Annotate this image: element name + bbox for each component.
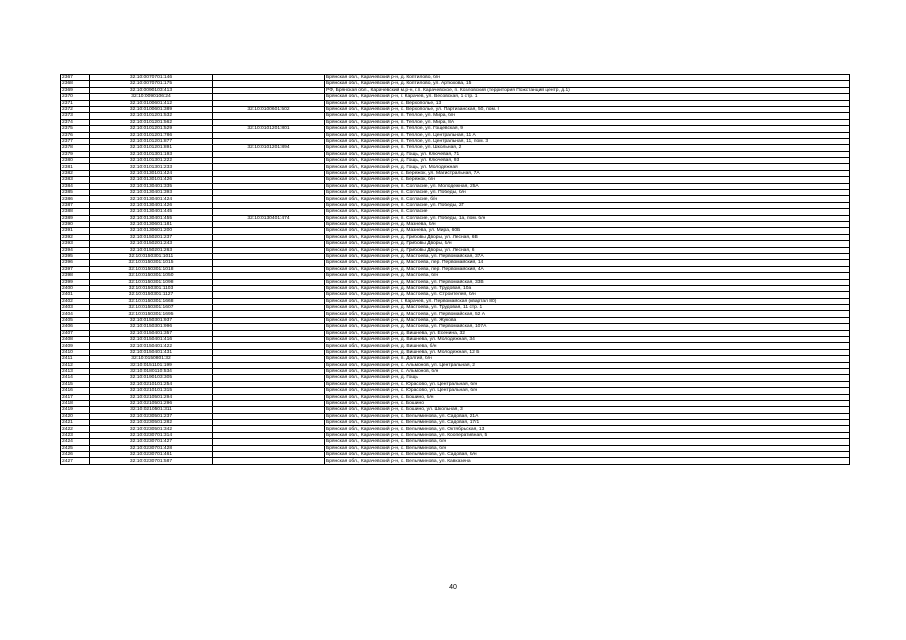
registry-table: [60, 74, 850, 465]
cadastral-number-cell: 32:10:0101301:233: [90, 164, 213, 170]
row-number-cell: 2398: [61, 273, 90, 279]
address-cell: Брянская обл., Карачевский р-н, п. Долгий, б/н: [325, 356, 850, 362]
row-number-cell: 2399: [61, 279, 90, 285]
cadastral-number-cell: 32:10:0150301:1607: [90, 305, 213, 311]
address-cell: Брянская обл., Карачевский р-н, д. Коптилово, б/н: [325, 75, 850, 81]
row-number-cell: 2407: [61, 330, 90, 336]
row-number-cell: 2368: [61, 81, 90, 87]
cadastral-number-cell: 32:10:0070701:146: [90, 75, 213, 81]
row-number-cell: 2371: [61, 100, 90, 106]
row-number-cell: 2369: [61, 87, 90, 93]
cadastral-number-cell: 32:10:0130401:424: [90, 196, 213, 202]
cadastral-number-cell: 32:10:0070701:175: [90, 81, 213, 87]
row-number-cell: 2370: [61, 94, 90, 100]
registry-table-body: [61, 75, 850, 465]
address-cell: Брянская обл., Карачевский р-н, д. Мастоева, пер. Первомайский, 14: [325, 260, 850, 266]
row-number-cell: 2390: [61, 221, 90, 227]
row-number-cell: 2418: [61, 400, 90, 406]
row-number-cell: 2421: [61, 420, 90, 426]
row-number-cell: 2372: [61, 106, 90, 112]
row-number-cell: 2374: [61, 119, 90, 125]
row-number-cell: 2416: [61, 388, 90, 394]
row-number-cell: 2379: [61, 151, 90, 157]
cadastral-number-cell: 32:10:0150301:1098: [90, 279, 213, 285]
cadastral-number-cell: 32:10:0130601:181: [90, 221, 213, 227]
address-cell: Брянская обл., Карачевский р-н, д. Мастоева, ул. Жукова: [325, 317, 850, 323]
address-cell: Брянская обл., Карачевский р-н, п. Теплое, ул. Центральная, 11, пом. 3: [325, 138, 850, 144]
address-cell: Брянская обл., Карачевский р-н, п. Теплое, ул. Гощевская, 9: [325, 126, 850, 132]
cadastral-number-cell: 32:10:0101301:222: [90, 158, 213, 164]
row-number-cell: 2378: [61, 145, 90, 151]
address-cell: Брянская обл., Карачевский р-н, д. Гощь, ул. Ключевая, 93: [325, 158, 850, 164]
cadastral-number-cell: 32:10:0101201:529: [90, 126, 213, 132]
cadastral-number-cell: 32:10:0130401:426: [90, 202, 213, 208]
cadastral-number-cell: 32:10:0150201:263: [90, 247, 213, 253]
address-cell: Брянская обл., Карачевский р-н, с. Вельяминова, ул. Октябрьская, 13: [325, 426, 850, 432]
cadastral-number-cell: 32:10:0190103:305: [90, 375, 213, 381]
cadastral-number-cell: 32:10:0150301:996: [90, 324, 213, 330]
row-number-cell: 2427: [61, 458, 90, 464]
address-cell: Брянская обл., Карачевский р-н, д. Мастоева, ул. Трудовая, 11 стр. 1: [325, 305, 850, 311]
row-number-cell: 2422: [61, 426, 90, 432]
address-cell: Брянская обл., Карачевский р-н, с. Альмонов, ул. Центральная, 2: [325, 362, 850, 368]
address-cell: Брянская обл., Карачевский р-н, д. Коптилово, ул. Артюхова, 15: [325, 81, 850, 87]
row-number-cell: 2377: [61, 138, 90, 144]
row-number-cell: 2373: [61, 113, 90, 119]
row-number-cell: 2383: [61, 177, 90, 183]
cadastral-number-cell: 32:10:0230501:282: [90, 420, 213, 426]
row-number-cell: 2420: [61, 413, 90, 419]
address-cell: Брянская обл., Карачевский р-н, д. Вишнева, ул. Молодежная, 12 Б: [325, 349, 850, 355]
cadastral-number-cell: 32:10:0090103:413: [90, 87, 213, 93]
cadastral-number-cell: 32:10:0210501:294: [90, 394, 213, 400]
row-number-cell: 2403: [61, 305, 90, 311]
address-cell: Брянская обл., Карачевский р-н, д. Мастоева, ул. Первомайская, 52 А: [325, 311, 850, 317]
related-cadastral-number-cell: 32:10:0130401:474: [213, 215, 325, 221]
row-number-cell: 2393: [61, 241, 90, 247]
row-number-cell: 2385: [61, 190, 90, 196]
row-number-cell: 2414: [61, 375, 90, 381]
row-number-cell: 2381: [61, 164, 90, 170]
address-cell: Брянская обл., Карачевский р-н, п. Теплое, ул. Центральная, 11 А: [325, 132, 850, 138]
address-cell: Брянская обл., Карачевский р-н, д. Грибовы Дворы, ул. Лесная, 6: [325, 247, 850, 253]
cadastral-number-cell: 32:10:0230501:237: [90, 413, 213, 419]
address-cell: Брянская обл., Карачевский р-н, с. Вельяминова, б/н: [325, 439, 850, 445]
address-cell: Брянская обл., Карачевский р-н, д. Мастоева, ул. Первомайская, 37А: [325, 253, 850, 259]
address-cell: Брянская обл., Карачевский р-н, д. Мастоева, ул. Трудовая, 10а: [325, 285, 850, 291]
cadastral-number-cell: 32:10:0150301:1011: [90, 253, 213, 259]
cadastral-number-cell: 32:10:0150401:431: [90, 349, 213, 355]
row-number-cell: 2402: [61, 298, 90, 304]
cadastral-number-cell: 32:10:0210101:315: [90, 388, 213, 394]
cadastral-number-cell: 32:10:0210501:296: [90, 400, 213, 406]
address-cell: Брянская обл., Карачевский р-н, д. Мастоева, ул. Первомайская, 33В: [325, 279, 850, 285]
address-cell: Брянская обл., Карачевский р-н, д. Грибовы Дворы, ул. Лесная, 6В: [325, 234, 850, 240]
row-number-cell: 2408: [61, 337, 90, 343]
cadastral-number-cell: 32:10:0150401:422: [90, 343, 213, 349]
cadastral-number-cell: 32:10:0150801:32: [90, 356, 213, 362]
table-row: [61, 458, 850, 464]
cadastral-number-cell: 32:10:0100601:412: [90, 100, 213, 106]
address-cell: Брянская обл., Карачевский р-н, д. Мазнева, б/н: [325, 221, 850, 227]
address-cell: Брянская обл., Карачевский р-н, д. Вишнева, б/н: [325, 343, 850, 349]
cadastral-number-cell: 32:10:0100601:389: [90, 106, 213, 112]
cadastral-number-cell: 32:10:0151101:199: [90, 362, 213, 368]
row-number-cell: 2425: [61, 445, 90, 451]
cadastral-number-cell: 32:10:0230701:428: [90, 445, 213, 451]
row-number-cell: 2401: [61, 292, 90, 298]
related-cadastral-number-cell: 32:10:0101201:801: [213, 126, 325, 132]
address-cell: Брянская обл., Карачевский р-н, д. Гощь, ул. Ключевая, 71: [325, 151, 850, 157]
row-number-cell: 2391: [61, 228, 90, 234]
row-number-cell: 2410: [61, 349, 90, 355]
address-cell: Брянская обл., Карачевский р-н, п. Теплое, ул. Школьная, 2: [325, 145, 850, 151]
cadastral-number-cell: 32:10:0150401:416: [90, 337, 213, 343]
address-cell: Брянская обл., Карачевский р-н, с. Бошино: [325, 400, 850, 406]
address-cell: Брянская обл., Карачевский р-н, с. Вельяминова, ул. Садовая, б/н: [325, 452, 850, 458]
cadastral-number-cell: 32:10:0101201:877: [90, 138, 213, 144]
address-cell: Брянская обл., Карачевский р-н, с. Вельяминова, ул. Садовая, 21А: [325, 413, 850, 419]
cadastral-number-cell: 32:10:0150301:937: [90, 317, 213, 323]
row-number-cell: 2388: [61, 209, 90, 215]
cadastral-number-cell: 32:10:0150201:243: [90, 241, 213, 247]
related-cadastral-number-cell: 32:10:0101201:894: [213, 145, 325, 151]
address-cell: Брянская обл., Карачевский р-н, п. Согласие, ул. Победы, 1а, пом. б/н: [325, 215, 850, 221]
row-number-cell: 2413: [61, 368, 90, 374]
cadastral-number-cell: 32:10:0101201:891: [90, 145, 213, 151]
row-number-cell: 2367: [61, 75, 90, 81]
row-number-cell: 2386: [61, 196, 90, 202]
address-cell: Брянская обл., Карачевский р-н, г. Карачев, ул. Весовская, 1 стр. 1: [325, 94, 850, 100]
cadastral-number-cell: 32:10:0150401:357: [90, 330, 213, 336]
address-cell: Брянская обл., Карачевский р-н, д. Мазнева, ул. Мира, 60Б: [325, 228, 850, 234]
address-cell: Брянская обл., Карачевский р-н, с. Верхополье, 13: [325, 100, 850, 106]
cadastral-number-cell: 32:10:0230501:342: [90, 426, 213, 432]
address-cell: РФ, Брянская обл., Карачевский м.р-н, г.п. Карачевское, п. Козловский (территория Пожстанций центр, д.1): [325, 87, 850, 93]
cadastral-number-cell: 32:10:0101301:193: [90, 151, 213, 157]
address-cell: Брянская обл., Карачевский р-н, с. Юрасово, ул. Центральная, б/н: [325, 388, 850, 394]
cadastral-number-cell: 32:10:0101201:562: [90, 119, 213, 125]
address-cell: Брянская обл., Карачевский р-н, д. Мастоева, б/н: [325, 273, 850, 279]
cadastral-number-cell: 32:10:0230701:461: [90, 452, 213, 458]
row-number-cell: 2412: [61, 362, 90, 368]
cadastral-number-cell: 32:10:0130401:445: [90, 209, 213, 215]
address-cell: Брянская обл., Карачевский р-н, с. Вельяминова, ул. Садовая, 17/1: [325, 420, 850, 426]
cadastral-number-cell: 32:10:0090106:24: [90, 94, 213, 100]
address-cell: Брянская обл., Карачевский р-н, п. Согласие, ул. Победы, 2Г: [325, 202, 850, 208]
cadastral-number-cell: 32:10:0130101:426: [90, 177, 213, 183]
address-cell: Брянская обл., Карачевский р-н, д. Гощь, ул. Молодежная: [325, 164, 850, 170]
row-number-cell: 2394: [61, 247, 90, 253]
row-number-cell: 2396: [61, 260, 90, 266]
cadastral-number-cell: 32:10:0130101:424: [90, 170, 213, 176]
cadastral-number-cell: 32:10:0230701:314: [90, 432, 213, 438]
row-number-cell: 2376: [61, 132, 90, 138]
row-number-cell: 2400: [61, 285, 90, 291]
address-cell: Брянская обл., Карачевский р-н, г. Карачев, ул. Первомайская (квартал 80): [325, 298, 850, 304]
address-cell: Брянская обл., Карачевский р-н, п. Теплое, ул. Мира, б/н: [325, 113, 850, 119]
cadastral-number-cell: 32:10:0150301:1668: [90, 298, 213, 304]
address-cell: Брянская обл., Карачевский р-н, д. Мастоева, пер. Первомайский, 4А: [325, 266, 850, 272]
address-cell: Брянская обл., Карачевский р-н, с. Бошино, ул. Школьная, 3: [325, 407, 850, 413]
row-number-cell: 2395: [61, 253, 90, 259]
cadastral-number-cell: 32:10:0150301:1015: [90, 260, 213, 266]
cadastral-number-cell: 32:10:0230701:427: [90, 439, 213, 445]
address-cell: Брянская обл., Карачевский р-н, д. Вишнева, ул. Есенина, 32: [325, 330, 850, 336]
row-number-cell: 2411: [61, 356, 90, 362]
row-number-cell: 2380: [61, 158, 90, 164]
cadastral-number-cell: 32:10:0150301:1103: [90, 285, 213, 291]
row-number-cell: 2423: [61, 432, 90, 438]
address-cell: Брянская обл., Карачевский р-н, п. Согласие, ул. Молодежная, 25А: [325, 183, 850, 189]
address-cell: Брянская обл., Карачевский р-н, с. Бошино, б/н: [325, 394, 850, 400]
address-cell: Брянская обл., Карачевский р-н, с. Верхополье, ул. Партизанская, 50, пом. I: [325, 106, 850, 112]
address-cell: Брянская обл., Карачевский р-н, с. Вельяминова, ул. Кооперативная, 5: [325, 432, 850, 438]
address-cell: Брянская обл., Карачевский р-н, с. Альмонов, б/н: [325, 368, 850, 374]
address-cell: Брянская обл., Карачевский р-н, п. Согласие, б/н: [325, 196, 850, 202]
address-cell: Брянская обл., Карачевский р-н, п. Согласие, ул. Победы, б/н: [325, 190, 850, 196]
row-number-cell: 2404: [61, 311, 90, 317]
row-number-cell: 2406: [61, 324, 90, 330]
row-number-cell: 2426: [61, 452, 90, 458]
row-number-cell: 2424: [61, 439, 90, 445]
row-number-cell: 2419: [61, 407, 90, 413]
cadastral-number-cell: 32:10:0210101:254: [90, 381, 213, 387]
cadastral-number-cell: 32:10:0180110:534: [90, 368, 213, 374]
row-number-cell: 2384: [61, 183, 90, 189]
row-number-cell: 2415: [61, 381, 90, 387]
row-number-cell: 2389: [61, 215, 90, 221]
cadastral-number-cell: 32:10:0130401:393: [90, 190, 213, 196]
cadastral-number-cell: 32:10:0130401:335: [90, 183, 213, 189]
row-number-cell: 2375: [61, 126, 90, 132]
related-cadastral-number-cell: [213, 458, 325, 464]
address-cell: Брянская обл., Карачевский р-н, д. Вишнева, ул. Молодежная, 34: [325, 337, 850, 343]
address-cell: Брянская обл., Карачевский р-н, с. Юрасово, ул. Центральная, б/н: [325, 381, 850, 387]
address-cell: Брянская обл., Карачевский р-н, д. Мастоева, ул. Строителей, б/н: [325, 292, 850, 298]
address-cell: Брянская обл., Карачевский р-н, п. Согласие: [325, 209, 850, 215]
row-number-cell: 2409: [61, 343, 90, 349]
row-number-cell: 2382: [61, 170, 90, 176]
address-cell: Брянская обл., Карачевский р-н, д. Гощь: [325, 375, 850, 381]
address-cell: Брянская обл., Карачевский р-н, п. Теплое, ул. Мира, 8А: [325, 119, 850, 125]
cadastral-number-cell: 32:10:0130601:200: [90, 228, 213, 234]
address-cell: Брянская обл., Карачевский р-н, д. Грибовы Дворы, б/н: [325, 241, 850, 247]
cadastral-number-cell: 32:10:0150301:1127: [90, 292, 213, 298]
address-cell: Брянская обл., Карачевский р-н, с. Вельяминова, ул. Кавказена: [325, 458, 850, 464]
row-number-cell: 2397: [61, 266, 90, 272]
cadastral-number-cell: 32:10:0101201:786: [90, 132, 213, 138]
related-cadastral-number-cell: 32:10:0100601:502: [213, 106, 325, 112]
cadastral-number-cell: 32:10:0101201:532: [90, 113, 213, 119]
address-cell: Брянская обл., Карачевский р-н, с. Вельяминова, б/н: [325, 445, 850, 451]
cadastral-number-cell: 32:10:0230701:587: [90, 458, 213, 464]
address-cell: Брянская обл., Карачевский р-н, с. Бережок, б/н: [325, 177, 850, 183]
page-number: 40: [449, 584, 457, 591]
cadastral-number-cell: 32:10:0210501:311: [90, 407, 213, 413]
row-number-cell: 2405: [61, 317, 90, 323]
row-number-cell: 2392: [61, 234, 90, 240]
address-cell: Брянская обл., Карачевский р-н, с. Бережок, ул. Магистральная, 7А: [325, 170, 850, 176]
cadastral-number-cell: 32:10:0150301:1695: [90, 311, 213, 317]
cadastral-number-cell: 32:10:0150301:1050: [90, 273, 213, 279]
cadastral-number-cell: 32:10:0150301:1018: [90, 266, 213, 272]
cadastral-number-cell: 32:10:0130401:455: [90, 215, 213, 221]
cadastral-number-cell: 32:10:0150201:237: [90, 234, 213, 240]
row-number-cell: 2417: [61, 394, 90, 400]
address-cell: Брянская обл., Карачевский р-н, д. Мастоева, ул. Первомайская, 107А: [325, 324, 850, 330]
row-number-cell: 2387: [61, 202, 90, 208]
